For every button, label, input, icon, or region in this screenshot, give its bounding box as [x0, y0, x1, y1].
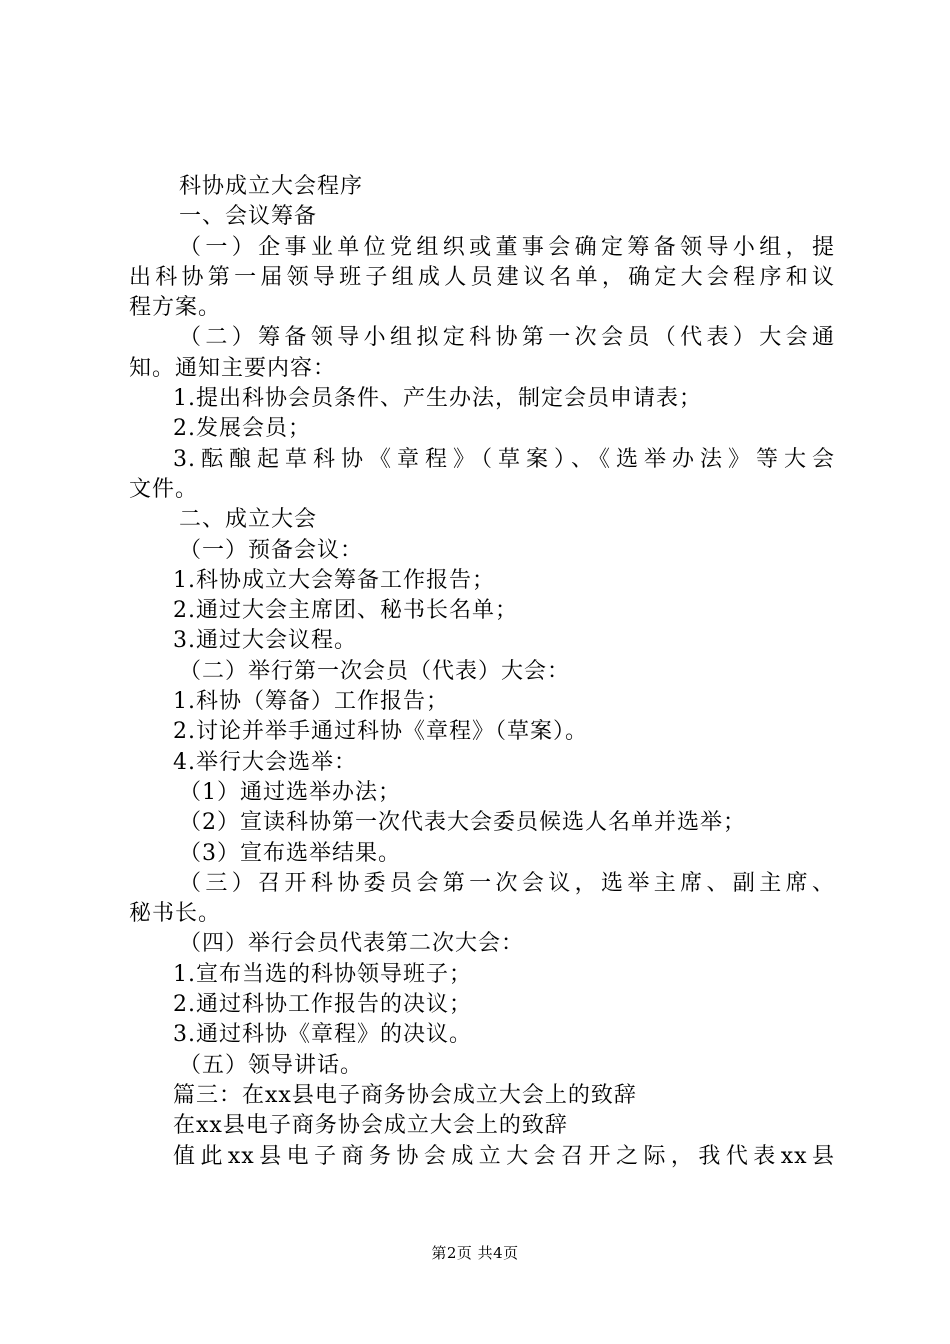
- list-item: 3.酝酿起草科协《章程》（草案）、《选举办法》等大会: [173, 446, 835, 472]
- document-body: [129, 172, 835, 1172]
- doc-title: 科协成立大会程序: [179, 174, 364, 199]
- chapter-heading: 篇三：在xx县电子商务协会成立大会上的致辞: [173, 1082, 637, 1108]
- paragraph-line: 文件。: [129, 476, 199, 502]
- list-item: （1）通过选举办法；: [179, 779, 401, 805]
- subsection-heading: （四）举行会员代表第二次大会：: [179, 931, 525, 957]
- list-item: 1.提出科协会员条件、产生办法，制定会员申请表；: [173, 386, 702, 412]
- page-footer: 第2页 共4页: [431, 1244, 519, 1262]
- list-item: 2.通过大会主席团、秘书长名单；: [173, 598, 518, 624]
- list-item: 1.宣布当选的科协领导班子；: [173, 961, 472, 987]
- paragraph-line: 值此xx县电子商务协会成立大会召开之际，我代表xx县: [173, 1143, 835, 1169]
- subsection-heading: （三）召开科协委员会第一次会议，选举主席、副主席、: [179, 870, 835, 896]
- paragraph-line: 秘书长。: [129, 901, 222, 927]
- list-item: 3.通过大会议程。: [173, 628, 357, 654]
- speech-title: 在xx县电子商务协会成立大会上的致辞: [173, 1113, 568, 1139]
- list-item: 3.通过科协《章程》的决议。: [173, 1022, 472, 1048]
- paragraph-line: （一）企事业单位党组织或董事会确定筹备领导小组，提: [179, 234, 835, 260]
- list-item: （2）宣读科协第一次代表大会委员候选人名单并选举；: [179, 810, 746, 836]
- list-item: 4.举行大会选举：: [173, 749, 357, 775]
- paragraph-line: 程方案。: [129, 295, 222, 321]
- list-item: 1.科协成立大会筹备工作报告；: [173, 567, 495, 593]
- list-item: 2.发展会员；: [173, 416, 311, 442]
- paragraph-line: （二）筹备领导小组拟定科协第一次会员（代表）大会通: [179, 325, 835, 351]
- list-item: （3）宣布选举结果。: [179, 840, 401, 866]
- list-item: 2.讨论并举手通过科协《章程》（草案）。: [173, 719, 588, 745]
- paragraph-line: 知。通知主要内容：: [129, 355, 337, 381]
- section-heading: 二、成立大会: [179, 507, 318, 533]
- paragraph-line: 出科协第一届领导班子组成人员建议名单，确定大会程序和议: [129, 264, 835, 290]
- section-heading: 一、会议筹备: [179, 204, 318, 230]
- subsection-heading: （二）举行第一次会员（代表）大会：: [179, 658, 571, 684]
- list-item: 1.科协（筹备）工作报告；: [173, 689, 449, 715]
- subsection-heading: （一）预备会议：: [179, 537, 364, 563]
- list-item: 2.通过科协工作报告的决议；: [173, 992, 472, 1018]
- subsection-heading: （五）领导讲话。: [179, 1052, 364, 1078]
